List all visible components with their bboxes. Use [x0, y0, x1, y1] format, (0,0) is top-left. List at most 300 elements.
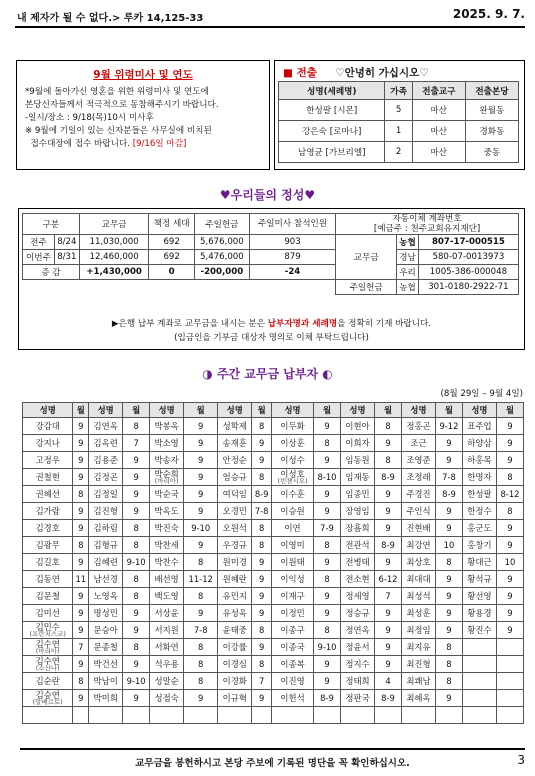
donor-cell: 이원태 — [272, 554, 314, 571]
donor-cell — [496, 656, 523, 673]
stats-cell: 8/31 — [54, 250, 79, 265]
transfer-cell: 5 — [385, 100, 412, 121]
donor-cell — [218, 707, 252, 724]
donor-cell: 9 — [314, 588, 341, 605]
donor-cell: 7-8 — [184, 622, 218, 639]
transfer-cell: 남영균 [가브리엘] — [279, 142, 385, 163]
donor-cell — [23, 656, 73, 673]
donor-table — [22, 402, 524, 724]
transfer-cell: 경화동 — [465, 121, 518, 142]
donor-cell: 8 — [435, 554, 462, 571]
donor-cell: 정홍곤 — [401, 418, 435, 435]
donor-cell: 이종복 — [272, 656, 314, 673]
donor-cell: 남선경 — [89, 571, 123, 588]
donor-cell: 김가람 — [23, 503, 73, 520]
donor-cell: 이정민 — [272, 605, 314, 622]
donor-cell: 9 — [73, 690, 89, 707]
donor-cell: 홍창기 — [462, 537, 496, 554]
donor-cell: 강지나 — [23, 435, 73, 452]
donor-cell: 김정곤 — [89, 469, 123, 486]
donor-cell: 9 — [496, 571, 523, 588]
donor-cell: 이현아 — [340, 418, 374, 435]
donor-cell: 황석규 — [462, 571, 496, 588]
offering-stats-box — [18, 208, 525, 350]
donor-cell: 8 — [73, 486, 89, 503]
donor-cell: 8 — [252, 656, 272, 673]
donor-cell: 전소현 — [340, 571, 374, 588]
donor-cell: 표주업 — [462, 418, 496, 435]
donor-cell: 최강연 — [401, 537, 435, 554]
mass-line1: *9월에 돌아가신 영혼을 위한 위령미사 및 연도에 — [25, 87, 209, 97]
donor-cell — [150, 707, 184, 724]
donor-row — [23, 486, 524, 503]
donor-cell: 8-9 — [314, 690, 341, 707]
donor-cell: 9 — [73, 554, 89, 571]
mass-line3: -일시/장소 : 9/18(목)10시 미사후 — [25, 113, 154, 123]
donor-cell: 9 — [435, 690, 462, 707]
donor-cell: 9 — [73, 588, 89, 605]
donor-cell: 박소영 — [150, 435, 184, 452]
donor-cell: 임동원 — [340, 452, 374, 469]
donor-cell: 9 — [73, 452, 89, 469]
transfer-greeting: ♡안녕히 가십시오♡ — [335, 67, 429, 79]
donor-cell: 9-10 — [184, 520, 218, 537]
stats-cell: 8/24 — [54, 235, 79, 250]
donor-cell: 8 — [184, 656, 218, 673]
donor-cell — [340, 707, 374, 724]
bank-name: 우리 — [397, 265, 419, 280]
donor-cell: 엄승규 — [218, 469, 252, 486]
donor-cell — [23, 690, 73, 707]
donor-cell: 서상윤 — [150, 605, 184, 622]
account-number: 580-07-0013973 — [418, 250, 518, 265]
donor-header: 성명 — [272, 403, 314, 418]
donor-cell: 서화연 — [150, 639, 184, 656]
donor-cell: 9-10 — [123, 673, 150, 690]
donor-cell: 박건선 — [89, 656, 123, 673]
donor-cell: 8 — [252, 418, 272, 435]
mass-deadline: [9/16일 마감] — [132, 139, 187, 149]
donor-cell: 김진형 — [89, 503, 123, 520]
donor-cell: 황용경 — [462, 605, 496, 622]
donor-cell: 8 — [435, 673, 462, 690]
donor-cell: 8-10 — [314, 469, 341, 486]
donor-cell: 10 — [496, 554, 523, 571]
donor-row — [23, 571, 524, 588]
donor-cell: 이연 — [272, 520, 314, 537]
donor-cell: 안정순 — [218, 452, 252, 469]
donor-cell: 9 — [252, 588, 272, 605]
donor-cell: 9 — [314, 554, 341, 571]
bank-note — [19, 317, 524, 345]
donor-cell: 9 — [123, 690, 150, 707]
donor-row — [23, 622, 524, 639]
donor-cell: 김연옥 — [89, 418, 123, 435]
transfer-cell: 마산 — [412, 100, 465, 121]
donor-cell: 9 — [435, 520, 462, 537]
donor-cell: 9 — [252, 639, 272, 656]
donor-cell: 7-9 — [314, 520, 341, 537]
donor-cell: 한성팔 — [462, 486, 496, 503]
donor-cell: 최대대 — [401, 571, 435, 588]
donor-cell — [435, 707, 462, 724]
stats-blank — [23, 280, 336, 295]
donor-cell — [496, 639, 523, 656]
donor-name: 이성호 — [280, 468, 305, 479]
donor-cell: 9 — [252, 554, 272, 571]
donor-cell: 박순국 — [150, 486, 184, 503]
donor-cell: 9 — [496, 435, 523, 452]
donor-cell: 9 — [375, 554, 402, 571]
donor-header: 성명 — [23, 403, 73, 418]
donor-cell: 이진영 — [272, 673, 314, 690]
donor-cell — [462, 639, 496, 656]
donor-cell: 성점숙 — [150, 690, 184, 707]
donor-cell: 우경규 — [218, 537, 252, 554]
donor-cell: 8 — [314, 622, 341, 639]
transfer-header: 전출교구 — [412, 82, 465, 100]
donor-cell: 8 — [252, 520, 272, 537]
account-number: 1005-386-000048 — [418, 265, 518, 280]
donor-cell: 11 — [73, 571, 89, 588]
account-title: 자동이체 계좌번호 — [392, 214, 462, 224]
donor-cell: 9 — [184, 435, 218, 452]
donor-cell: 9 — [435, 503, 462, 520]
donor-cell: 9 — [252, 435, 272, 452]
transfer-cell: 강은숙 [로마나] — [279, 121, 385, 142]
donor-cell: 권혜선 — [23, 486, 73, 503]
donor-cell: 8 — [496, 503, 523, 520]
donor-cell: 8 — [252, 469, 272, 486]
donor-cell: 8 — [123, 418, 150, 435]
donor-cell: 9 — [314, 656, 341, 673]
donor-cell: 9 — [496, 537, 523, 554]
donor-name: 김승연 — [35, 689, 60, 700]
donor-cell: 정태희 — [340, 673, 374, 690]
donor-baptismal-name: (소산나) — [35, 663, 60, 672]
donor-cell: 고정우 — [23, 452, 73, 469]
donor-cell: 최지유 — [401, 639, 435, 656]
donor-cell: 이재구 — [272, 588, 314, 605]
donor-cell: 8 — [73, 673, 89, 690]
donor-cell: 9 — [184, 486, 218, 503]
donor-cell: 8 — [496, 469, 523, 486]
donor-cell: 최진형 — [401, 656, 435, 673]
donor-section-title: ◑ 주간 교무금 납부자 ◐ — [202, 367, 333, 381]
donor-cell: 9 — [375, 656, 402, 673]
donor-cell: 9 — [435, 605, 462, 622]
donor-header: 월 — [252, 403, 272, 418]
donor-cell: 최쾌남 — [401, 673, 435, 690]
donor-cell: 조정래 — [401, 469, 435, 486]
stats-header-sunday: 주일헌금 — [194, 214, 249, 235]
donor-cell: 이희자 — [340, 435, 374, 452]
donor-cell: 석우용 — [150, 656, 184, 673]
stats-cell: 5,476,000 — [194, 250, 249, 265]
donor-cell: 정윤서 — [340, 639, 374, 656]
donor-cell: 이성수 — [272, 452, 314, 469]
account-owner: [예금주 : 천주교회유지재단] — [373, 224, 481, 234]
donor-cell: 9 — [123, 452, 150, 469]
account-number: 301-0180-2922-71 — [418, 280, 518, 295]
donor-cell: 8 — [73, 537, 89, 554]
donor-cell: 8-9 — [252, 486, 272, 503]
transfer-row — [279, 100, 519, 121]
donor-row — [23, 537, 524, 554]
donor-cell: 장영임 — [340, 503, 374, 520]
donor-cell: 박송자 — [150, 452, 184, 469]
donor-cell: 7 — [375, 588, 402, 605]
donor-row — [23, 673, 524, 690]
donor-cell: 9 — [252, 571, 272, 588]
donor-cell: 8-9 — [435, 486, 462, 503]
donor-baptismal-name: (빈첸시오) — [277, 476, 308, 485]
donor-cell — [496, 673, 523, 690]
transfer-cell: 2 — [385, 142, 412, 163]
mass-line5: 접수대장에 접수 바랍니다. — [30, 139, 130, 149]
donor-cell: 최성훈 — [401, 605, 435, 622]
donor-cell: 9 — [73, 656, 89, 673]
donor-row — [23, 656, 524, 673]
donor-cell: 전관석 — [340, 537, 374, 554]
donor-cell: 7-8 — [435, 469, 462, 486]
donor-cell: 김동연 — [23, 571, 73, 588]
donor-header: 월 — [314, 403, 341, 418]
donor-cell: 9 — [184, 452, 218, 469]
donor-cell: 9 — [314, 486, 341, 503]
donor-name: 김민수 — [35, 621, 60, 632]
donor-cell: 이종국 — [272, 639, 314, 656]
donor-cell: 8-9 — [375, 690, 402, 707]
page-footer — [20, 748, 525, 769]
stats-header-households: 책정 세대 — [149, 214, 194, 235]
donor-cell: 김정일 — [89, 486, 123, 503]
donor-cell: 9 — [123, 605, 150, 622]
donor-baptismal-name: (마리아) — [154, 476, 179, 485]
donor-cell: 9 — [73, 605, 89, 622]
donor-cell: 조영준 — [401, 452, 435, 469]
transfer-header: 성명(세례명) — [279, 82, 385, 100]
donor-cell: 명성민 — [89, 605, 123, 622]
donor-cell — [150, 469, 184, 486]
donor-cell: 8 — [252, 622, 272, 639]
stats-cell: -200,000 — [194, 265, 249, 280]
donor-cell: 8 — [375, 452, 402, 469]
donor-cell: 9 — [252, 605, 272, 622]
stats-cell: 0 — [149, 265, 194, 280]
donor-cell: 9 — [435, 588, 462, 605]
donor-cell: 9 — [375, 503, 402, 520]
donor-cell: 김옥련 — [89, 435, 123, 452]
donor-cell: 정판국 — [340, 690, 374, 707]
donor-cell: 김혜련 — [89, 554, 123, 571]
stats-cell: 전주 — [23, 235, 55, 250]
donor-cell — [123, 707, 150, 724]
donor-cell: 8 — [123, 520, 150, 537]
donor-cell: 8 — [184, 554, 218, 571]
donor-cell: 9-12 — [435, 418, 462, 435]
stats-cell: 692 — [149, 250, 194, 265]
donor-cell: 김미선 — [23, 605, 73, 622]
donor-cell: 8 — [184, 639, 218, 656]
account-number: 807-17-000515 — [418, 235, 518, 250]
donor-header: 월 — [184, 403, 218, 418]
donor-cell — [401, 707, 435, 724]
donor-cell: 9 — [314, 673, 341, 690]
stats-header-category: 구분 — [23, 214, 80, 235]
donor-cell: 8 — [314, 537, 341, 554]
stats-cell: +1,430,000 — [79, 265, 149, 280]
donor-cell: 한정수 — [462, 503, 496, 520]
donor-cell: 백도영 — [150, 588, 184, 605]
transfer-cell: 1 — [385, 121, 412, 142]
donor-cell: 9 — [375, 622, 402, 639]
donor-cell: 9 — [375, 639, 402, 656]
donor-cell: 4 — [375, 673, 402, 690]
donor-cell: 김문철 — [23, 588, 73, 605]
stats-cell: 879 — [249, 250, 335, 265]
mass-line2: 본당신자들께서 적극적으로 동참해주시기 바랍니다. — [25, 100, 219, 110]
mass-body — [25, 86, 261, 151]
donor-cell: 9 — [375, 605, 402, 622]
donor-cell: 하홍목 — [462, 452, 496, 469]
donor-cell: 9 — [73, 520, 89, 537]
donor-cell — [462, 707, 496, 724]
donor-cell: 김순란 — [23, 673, 73, 690]
donor-cell: 8 — [123, 537, 150, 554]
donor-name: 김수연 — [35, 655, 60, 666]
donor-cell: 8 — [252, 537, 272, 554]
donor-cell: 이경화 — [218, 673, 252, 690]
transfer-cell: 완월동 — [465, 100, 518, 121]
donor-header: 월 — [123, 403, 150, 418]
stats-cell: 증 감 — [23, 265, 80, 280]
donor-cell: 9 — [184, 503, 218, 520]
donor-cell: 9 — [73, 435, 89, 452]
donor-cell: 박봉옥 — [150, 418, 184, 435]
donor-cell: 8-9 — [375, 469, 402, 486]
donor-cell — [462, 673, 496, 690]
header-date: 2025. 9. 7. — [452, 7, 525, 21]
donor-cell: 9 — [435, 452, 462, 469]
date-range: (8월 29일 – 9월 4일) — [440, 389, 523, 399]
donor-cell: 9 — [314, 605, 341, 622]
donor-cell: 조근 — [401, 435, 435, 452]
donor-baptismal-name: (알베르토) — [32, 697, 63, 706]
transfer-cell: 마산 — [412, 142, 465, 163]
page-header — [15, 4, 525, 28]
transfer-row — [279, 121, 519, 142]
transfer-header: 전출본당 — [465, 82, 518, 100]
donor-cell — [462, 690, 496, 707]
donor-cell: 9 — [435, 571, 462, 588]
donor-cell: 이수훈 — [272, 486, 314, 503]
donor-cell: 진현배 — [401, 520, 435, 537]
donor-cell: 임재동 — [340, 469, 374, 486]
donor-cell: 8 — [184, 588, 218, 605]
donor-cell: 9 — [73, 622, 89, 639]
donor-cell: 원혜란 — [218, 571, 252, 588]
donor-header: 성명 — [218, 403, 252, 418]
donor-cell: 이익성 — [272, 571, 314, 588]
donor-name: 김수연 — [35, 638, 60, 649]
donor-cell: 8 — [314, 571, 341, 588]
donor-cell — [23, 622, 73, 639]
stats-cell: 692 — [149, 235, 194, 250]
donor-cell: 문종철 — [89, 639, 123, 656]
donor-cell: 9 — [123, 486, 150, 503]
transfer-heading — [283, 65, 524, 80]
donor-cell: 이헌석 — [272, 690, 314, 707]
donor-cell: 전병태 — [340, 554, 374, 571]
donor-cell: 이강률 — [218, 639, 252, 656]
donor-cell: 노영옥 — [89, 588, 123, 605]
mass-title: 9월 위령미사 및 연도 — [93, 69, 193, 81]
donor-cell: 9 — [435, 622, 462, 639]
donor-cell — [23, 639, 73, 656]
stats-cell: 11,030,000 — [79, 235, 149, 250]
donor-cell: 8 — [375, 418, 402, 435]
donor-cell: 8 — [314, 435, 341, 452]
donor-cell: 9 — [73, 418, 89, 435]
donor-cell: 9 — [496, 605, 523, 622]
donor-cell: 8-9 — [375, 537, 402, 554]
donor-cell: 9 — [73, 503, 89, 520]
donor-cell: 이영미 — [272, 537, 314, 554]
donor-cell: 8 — [435, 639, 462, 656]
stats-header-tithe: 교무금 — [79, 214, 149, 235]
donor-cell: 9 — [496, 520, 523, 537]
donor-cell: 9 — [496, 622, 523, 639]
donor-cell: 8 — [123, 639, 150, 656]
donor-cell: 김광무 — [23, 537, 73, 554]
donor-cell: 최성석 — [401, 588, 435, 605]
donor-cell: 9 — [496, 452, 523, 469]
donor-cell: 하양삼 — [462, 435, 496, 452]
donor-cell: 9-10 — [123, 554, 150, 571]
donor-header: 성명 — [340, 403, 374, 418]
donor-cell: 9 — [73, 469, 89, 486]
donor-cell: 박찬세 — [150, 537, 184, 554]
donor-cell: 김길호 — [23, 554, 73, 571]
transfer-cell: 중동 — [465, 142, 518, 163]
stats-row — [23, 265, 519, 280]
donor-cell: 7 — [73, 639, 89, 656]
donor-header: 월 — [496, 403, 523, 418]
donor-cell: 황선영 — [462, 588, 496, 605]
donor-cell: 최상호 — [401, 554, 435, 571]
header-text: 내 제자가 될 수 없다.> 루카 14,125-33 — [17, 13, 204, 24]
donor-cell: 황진수 — [462, 622, 496, 639]
donor-header: 성명 — [401, 403, 435, 418]
page-number: 3 — [517, 753, 525, 767]
donor-cell: 9 — [184, 418, 218, 435]
donor-cell: 9 — [184, 690, 218, 707]
donor-cell: 박찬수 — [150, 554, 184, 571]
donor-cell: 9 — [123, 503, 150, 520]
stats-cell: 이번주 — [23, 250, 55, 265]
transfer-row — [279, 142, 519, 163]
donor-cell — [314, 707, 341, 724]
donor-cell: 7-8 — [252, 503, 272, 520]
donor-cell: 9 — [375, 486, 402, 503]
donor-cell: 7 — [252, 673, 272, 690]
donor-cell: 10 — [435, 537, 462, 554]
stats-header-attendance: 주일미사 참석인원 — [249, 214, 335, 235]
donor-cell — [89, 707, 123, 724]
donor-cell: 성말순 — [150, 673, 184, 690]
donor-cell: 9 — [184, 469, 218, 486]
